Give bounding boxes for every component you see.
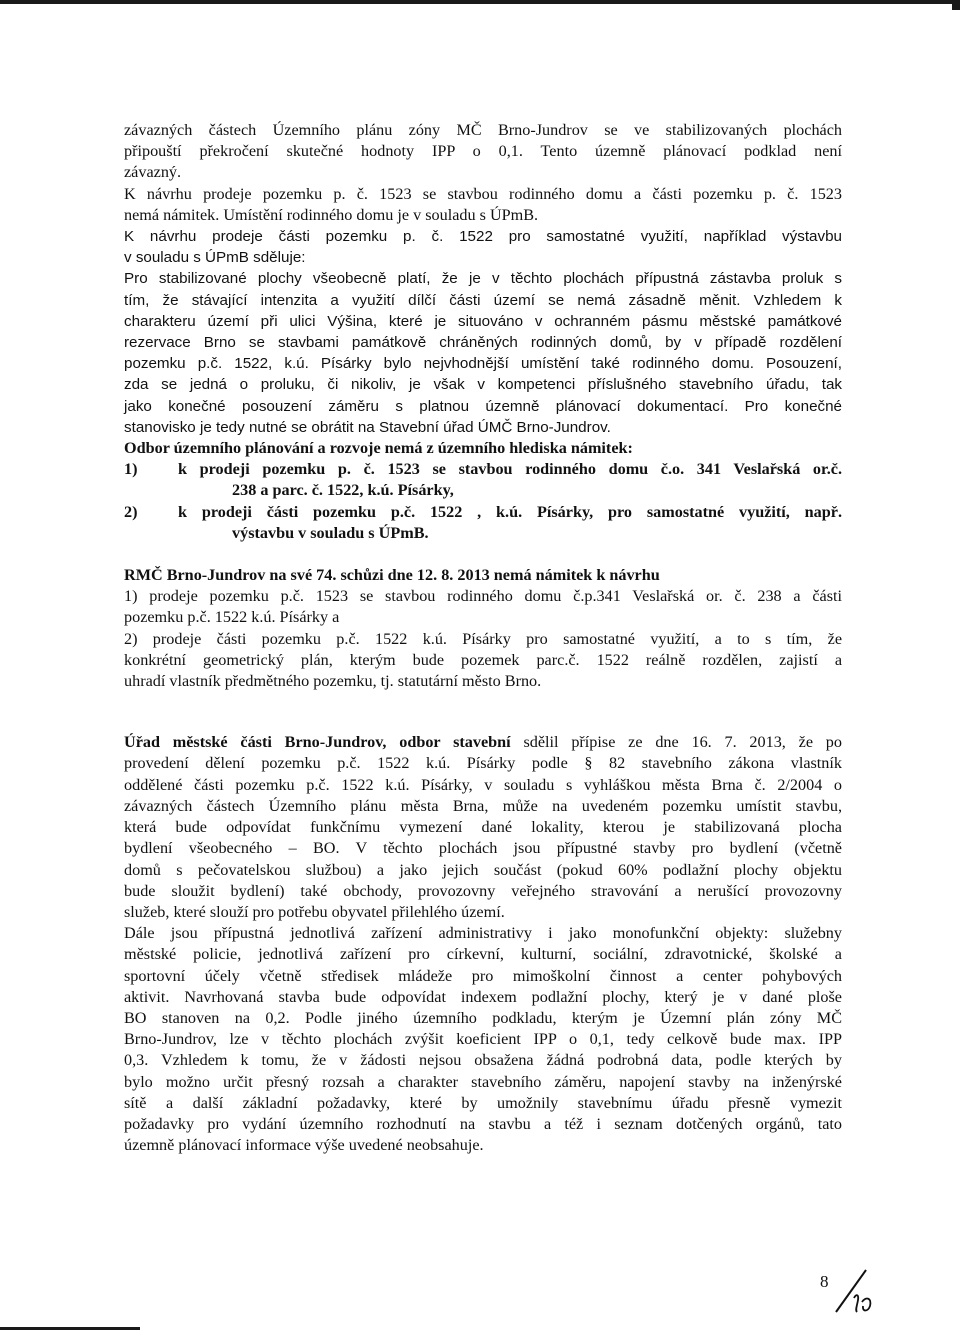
text-line: Brno-Jundrov, lze v těchto plochách zvýšit koeficient IPP o 0,1, tedy celkově bude max. IPP bbox=[124, 1030, 842, 1049]
urad-statement bbox=[124, 732, 842, 1156]
text-line: nemá námitek. Umístění rodinného domu je v souladu s ÚPmB. bbox=[124, 205, 539, 224]
odbor-item-number: 2) bbox=[124, 502, 138, 521]
text-line: 238 a parc. č. 1522, k.ú. Písárky, bbox=[232, 481, 454, 500]
spacer bbox=[124, 692, 842, 711]
text-line: územně plánovací informace výše uvedené neobsahuje. bbox=[124, 1136, 484, 1155]
page-number: 8 bbox=[820, 1272, 829, 1291]
text-line: bude sloužit bydlení) také obchody, provozovny veřejného stravování a nerušící provozovny bbox=[124, 881, 842, 900]
rmc-heading: RMČ Brno-Jundrov na své 74. schůzi dne 12. 8. 2013 nemá námitek k návrhu bbox=[124, 566, 660, 585]
text-line: pozemku p.č. 1522, k.ú. Písárky bylo nejvhodnější umístění také rodinného domu. Posouzení, bbox=[124, 355, 842, 373]
odbor-item-1 bbox=[124, 459, 842, 501]
text-line: stanovisko je tedy nutné se obrátit na Stavební úřad ÚMČ Brno-Jundrov. bbox=[124, 418, 611, 436]
odbor-item-number: 1) bbox=[124, 460, 138, 479]
spacer bbox=[124, 711, 842, 732]
text-line: Dále jsou přípustná jednotlivá zařízení administrativy i jako monofunkční objekty: služebny bbox=[124, 924, 842, 943]
text-line: závazných částech Územního plánu města Brna, může na uvedeném pozemku umístit stavbu, bbox=[124, 796, 842, 815]
text-line: K návrhu prodeje pozemku p. č. 1523 se stavbou rodinného domu a části pozemku p. č. 1523 bbox=[124, 184, 842, 203]
text-line: provedení dělení pozemku p.č. 1522 k.ú. Písárky podle § 82 stavebního zákona vlastník bbox=[124, 754, 842, 773]
odbor-statement bbox=[124, 438, 842, 544]
paragraph-2 bbox=[124, 226, 842, 438]
text-line: závazný. bbox=[124, 163, 182, 182]
page-number-signature bbox=[820, 1268, 890, 1318]
text-line: Pro stabilizované plochy všeobecně platí, že je v těchto plochách přípustná zástavba proluk s bbox=[124, 270, 842, 288]
text-line: bylo možno určit přesný rozsah a charakter stavebního záměru, napojení stavby na inženýrské bbox=[124, 1072, 842, 1091]
text-line: služeb, které slouží pro potřebu obyvatel přilehlého území. bbox=[124, 902, 505, 921]
text-line: K návrhu prodeje části pozemku p. č. 1522 pro samostatné využití, například výstavbu bbox=[124, 228, 842, 246]
text-line: aktivit. Navrhovaná stavba bude odpovídat indexem podlažní plochy, který je v dané ploše bbox=[124, 987, 842, 1006]
text-line: závazných částech Územního plánu zóny MČ Brno-Jundrov se ve stabilizovaných plochách bbox=[124, 121, 842, 139]
rmc-statement bbox=[124, 565, 842, 692]
odbor-heading: Odbor územního plánování a rozvoje nemá z územního hlediska námitek: bbox=[124, 439, 633, 458]
text-line: městské policie, jednotlivá zařízení pro církevní, kulturní, sociální, zdravotnické, školské a bbox=[124, 945, 842, 964]
text-line: domů s pečovatelskou službou) a jako jejich součást (pokud 60% podlažní plochy objektu bbox=[124, 860, 842, 879]
text-line: která bude odpovídat funkčnímu vymezení dané lokality, kterou je stabilizovaná plocha bbox=[124, 818, 842, 837]
text-line: bydlení všeobecného – BO. V těchto plochách jsou přípustné stavby pro bydlení (včetně bbox=[124, 839, 842, 858]
text-line: výstavbu v souladu s ÚPmB. bbox=[232, 523, 429, 542]
handwritten-slash-mark bbox=[826, 1268, 886, 1318]
text-line: konkrétní geometrický plán, kterým bude pozemek parc.č. 1522 reálně rozdělen, zajistí a bbox=[124, 650, 842, 669]
text-line: požadavky pro vydání územního rozhodnutí na stavbu a též i seznam dotčených orgánů, tato bbox=[124, 1114, 842, 1133]
text-line: k prodeji části pozemku p.č. 1522 , k.ú. Písárky, pro samostatné využití, např. bbox=[178, 502, 842, 521]
text-line: charakteru území při ulici Výšina, které je situováno v ochranném pásmu městské památkové bbox=[124, 312, 842, 330]
spacer bbox=[124, 544, 842, 565]
scan-corner-mark bbox=[952, 0, 960, 10]
text-line: jako konečné posouzení záměru s platnou územně plánovací dokumentací. Pro konečné bbox=[124, 397, 842, 415]
document-body bbox=[124, 120, 842, 1156]
text-line: rezervace Brno se stavbami památkově chráněných rodinných domů, by v případě rozdělení bbox=[124, 334, 842, 352]
text-line: sítě a další základní požadavky, které by umožnily stavebnímu úřadu přesně vymezit bbox=[124, 1093, 842, 1112]
text-line: 2) prodeje části pozemku p.č. 1522 k.ú. Písárky pro samostatné využití, a to s tím, že bbox=[124, 629, 842, 648]
text-line: k prodeji pozemku p. č. 1523 se stavbou rodinného domu č.o. 341 Veslařská or.č. bbox=[178, 460, 842, 479]
scan-bottom-mark bbox=[0, 1327, 140, 1330]
text-line: v souladu s ÚPmB sděluje: bbox=[124, 249, 306, 267]
text-line: BO stanoven na 0,2. Podle jiného územního podkladu, kterým je Územní plán zóny MČ bbox=[124, 1008, 842, 1027]
urad-lead: Úřad městské části Brno-Jundrov, odbor stavební bbox=[124, 733, 511, 752]
odbor-item-2 bbox=[124, 502, 842, 544]
text-line bbox=[124, 732, 842, 753]
text-line: zda se jedná o proluku, či nikoliv, je však v kompetenci příslušného stavebního úřadu, tak bbox=[124, 376, 842, 394]
urad-first-line: sdělil přípise ze dne 16. 7. 2013, že po bbox=[510, 733, 842, 752]
text-line: uhradí vlastník předmětného pozemku, tj. statutární město Brno. bbox=[124, 672, 542, 691]
text-line: 0,3. Vzhledem k tomu, že v žádosti nejsou obsažena žádná podrobná data, podle kterých by bbox=[124, 1051, 842, 1070]
paragraph-1 bbox=[124, 120, 842, 226]
text-line: 1) prodeje pozemku p.č. 1523 se stavbou rodinného domu č.p.341 Veslařská or. č. 238 a části bbox=[124, 587, 842, 606]
text-line: pozemku p.č. 1522 k.ú. Písárky a bbox=[124, 608, 340, 627]
text-line: tím, že stávající intenzita a využití dílčí části území se nemá zásadně měnit. Vzhledem k bbox=[124, 291, 842, 309]
scan-top-border bbox=[0, 0, 960, 4]
text-line: sportovní účely včetně středisek mládeže pro mimoškolní činnost a center pohybových bbox=[124, 966, 842, 985]
text-line: oddělené části pozemku p.č. 1522 k.ú. Písárky, v souladu s vyhláškou města Brna č. 2/2004 o bbox=[124, 775, 842, 794]
text-line: připouští překročení skutečné hodnoty IPP o 0,1. Tento územně plánovací podklad není bbox=[124, 142, 842, 161]
